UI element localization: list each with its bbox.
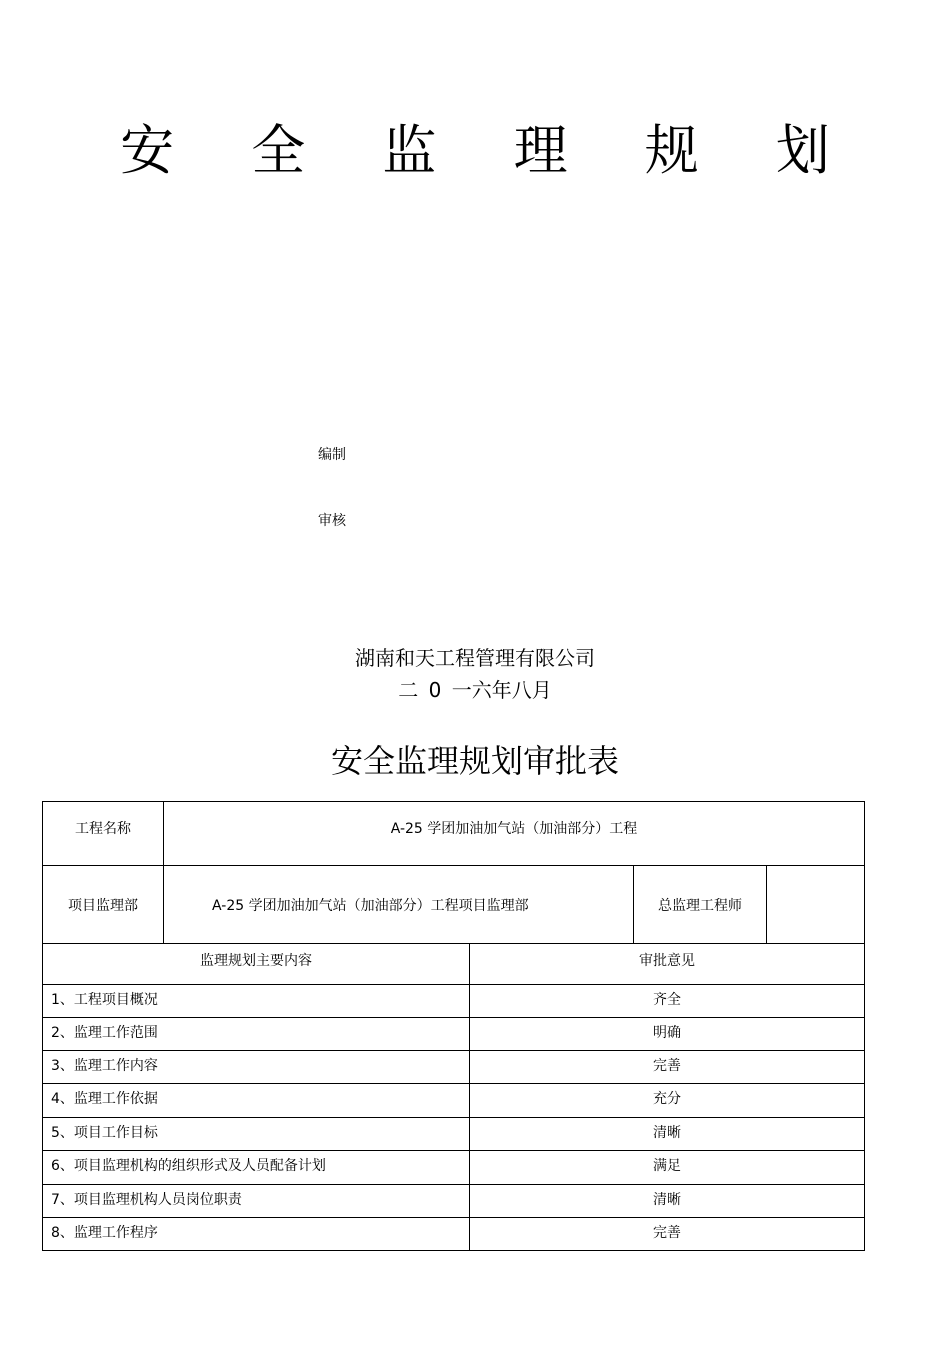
row-opinion: 完善 <box>470 1051 865 1084</box>
table-row <box>43 985 865 1018</box>
content-header: 监理规划主要内容 <box>43 944 470 985</box>
table-row <box>43 1018 865 1051</box>
document-date: 二 0 一六年八月 <box>398 678 552 702</box>
row-opinion: 齐全 <box>470 985 865 1018</box>
approval-content-table <box>42 943 865 1251</box>
table-header-row <box>43 944 865 985</box>
table-row <box>43 1051 865 1084</box>
row-opinion: 满足 <box>470 1151 865 1185</box>
row-content: 1、工程项目概况 <box>43 985 470 1018</box>
department-label: 项目监理部 <box>43 866 164 944</box>
project-name-label: 工程名称 <box>43 802 164 866</box>
chief-engineer-label: 总监理工程师 <box>634 866 767 944</box>
department-value: A-25 学团加油加气站（加油部分）工程项目监理部 <box>164 866 634 944</box>
project-info-table <box>42 801 865 944</box>
row-content: 6、项目监理机构的组织形式及人员配备计划 <box>43 1151 470 1185</box>
table-row <box>43 1084 865 1118</box>
document-title: 安 全 监 理 规 划 <box>120 119 860 182</box>
table-row <box>43 1118 865 1151</box>
row-content: 7、项目监理机构人员岗位职责 <box>43 1185 470 1218</box>
table-row <box>43 1218 865 1251</box>
approval-table-title: 安全监理规划审批表 <box>330 742 619 780</box>
review-label: 审核 <box>318 513 346 529</box>
opinion-header: 审批意见 <box>470 944 865 985</box>
table-row <box>43 1185 865 1218</box>
compile-label: 编制 <box>318 447 346 463</box>
chief-engineer-value <box>767 866 865 944</box>
row-content: 8、监理工作程序 <box>43 1218 470 1251</box>
row-opinion: 明确 <box>470 1018 865 1051</box>
row-content: 2、监理工作范围 <box>43 1018 470 1051</box>
row-opinion: 充分 <box>470 1084 865 1118</box>
row-opinion: 清晰 <box>470 1118 865 1151</box>
row-content: 3、监理工作内容 <box>43 1051 470 1084</box>
row-opinion: 清晰 <box>470 1185 865 1218</box>
table-row <box>43 1151 865 1185</box>
row-opinion: 完善 <box>470 1218 865 1251</box>
project-name-value: A-25 学团加油加气站（加油部分）工程 <box>164 802 865 866</box>
row-content: 5、项目工作目标 <box>43 1118 470 1151</box>
row-content: 4、监理工作依据 <box>43 1084 470 1118</box>
company-name: 湖南和天工程管理有限公司 <box>355 646 595 670</box>
